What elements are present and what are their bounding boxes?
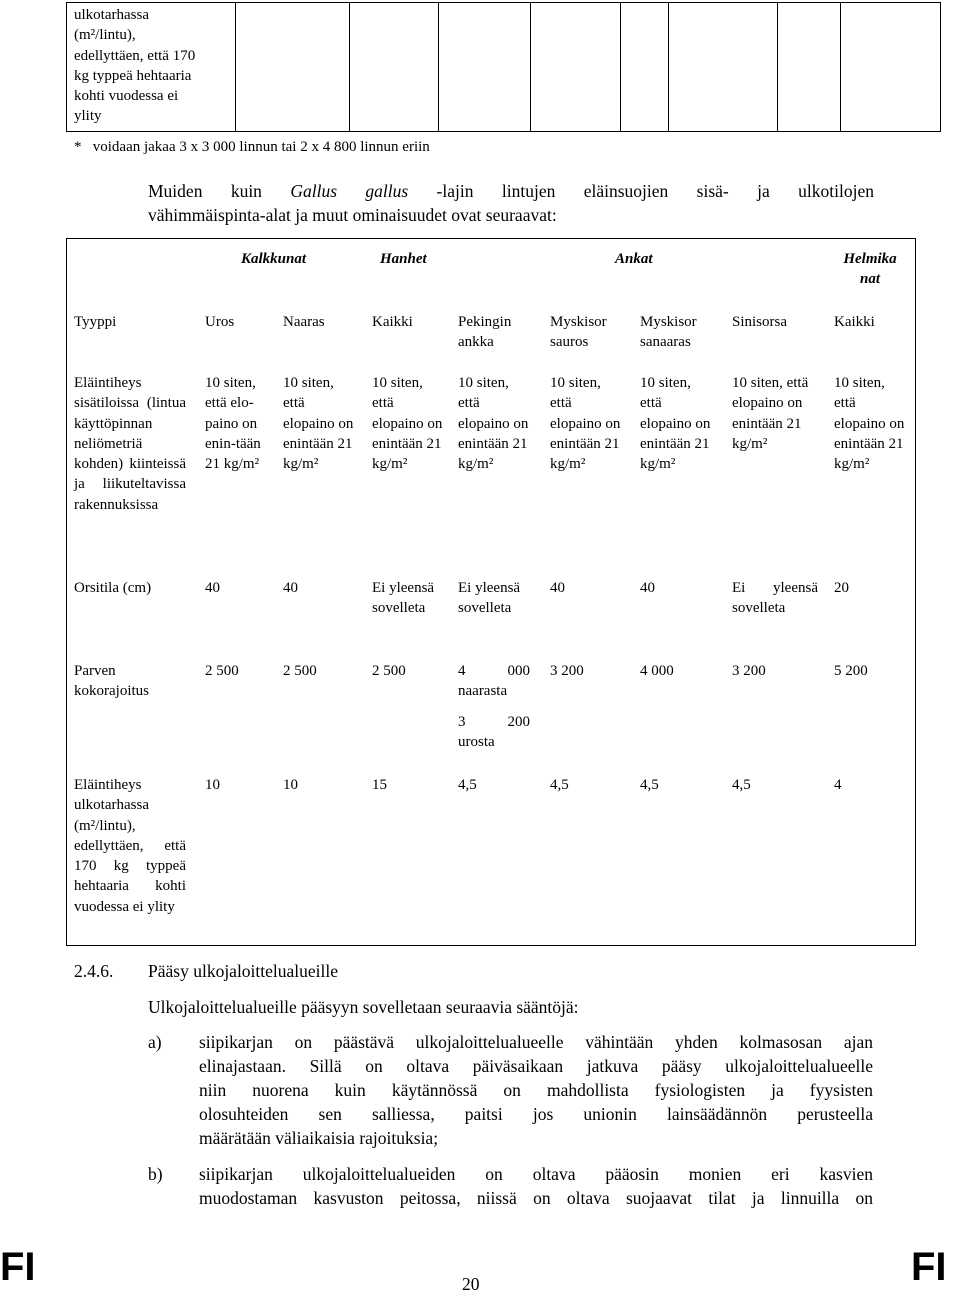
type-pekingin-ankka: Pekingin ankka <box>458 314 512 351</box>
type-myskisorsanaaras: Myskisor sanaaras <box>640 314 697 351</box>
flock-label: Parven kokorajoitus <box>74 663 149 700</box>
outdoor-label: Eläintiheys ulkotarhassa (m²/lintu), edellyttäen, että 170 kg typpeä hehtaaria kohti vuodessa ei ylity <box>74 777 186 915</box>
item-b-text: siipikarjan ulkojaloittelualueiden on oltava pääosin monien eri kasvien muodostaman kasvuston peitossa, niissä on oltava suojaavat tilat ja linnuilla on <box>199 1164 873 1208</box>
flock-kaikki: 2 500 <box>372 663 406 679</box>
density-pekingin: 10 siten, että elopaino on enintään 21 kg/m² <box>458 375 529 473</box>
density-myskisorsauros: 10 siten, että elopaino on enintään 21 kg/m² <box>550 375 621 473</box>
type-tyyppi: Tyyppi <box>74 314 117 330</box>
flock-sinisorsa: 3 200 <box>732 663 766 679</box>
density-sinisorsa: 10 siten, että elopaino on enintään 21 kg/m² <box>732 375 809 452</box>
type-myskisorsauros: Myskisor sauros <box>550 314 607 351</box>
type-sinisorsa: Sinisorsa <box>732 314 788 330</box>
flock-pekingin: 4 000 naarasta <box>458 663 530 700</box>
page-number: 20 <box>462 1274 480 1294</box>
footer-lang-right: FI <box>911 1245 947 1289</box>
perch-label: Orsitila (cm) <box>74 580 152 596</box>
footnote: * voidaan jakaa 3 x 3 000 linnun tai 2 x 4 800 linnun eriin <box>74 139 430 155</box>
density-helmikanat: 10 siten, että elopaino on enintään 21 kg/m² <box>834 375 905 473</box>
type-uros: Uros <box>205 314 235 330</box>
type-kaikki: Kaikki <box>372 314 413 330</box>
outdoor-sinisorsa: 4,5 <box>732 777 751 793</box>
density-myskisorsanaaras: 10 siten, että elopaino on enintään 21 kg/m² <box>640 375 711 473</box>
outdoor-myskisorsauros: 4,5 <box>550 777 569 793</box>
flock-helmikanat: 5 200 <box>834 663 868 679</box>
perch-myskisorsauros: 40 <box>550 580 565 596</box>
footer-lang-left: FI <box>0 1245 36 1289</box>
flock-pekingin-urosta: 3 200 urosta <box>458 714 530 751</box>
perch-myskisorsanaaras: 40 <box>640 580 655 596</box>
outdoor-helmikanat: 4 <box>834 777 842 793</box>
group-kalkkunat: Kalkkunat <box>241 251 307 267</box>
item-b-marker: b) <box>148 1164 163 1184</box>
flock-uros: 2 500 <box>205 663 239 679</box>
group-hanhet: Hanhet <box>380 251 427 267</box>
perch-uros: 40 <box>205 580 220 596</box>
outdoor-naaras: 10 <box>283 777 298 793</box>
flock-myskisorsanaaras: 4 000 <box>640 663 674 679</box>
item-a-marker: a) <box>148 1032 162 1052</box>
outdoor-uros: 10 <box>205 777 220 793</box>
section-title: Pääsy ulkojaloittelualueille <box>148 961 339 981</box>
density-uros: 10 siten, että elo-paino on enin-tään 21 kg/m² <box>205 375 261 473</box>
flock-myskisorsauros: 3 200 <box>550 663 584 679</box>
density-naaras: 10 siten, että elopaino on enintään 21 kg/m² <box>283 375 354 473</box>
density-label: Eläintiheys sisätiloissa (lintua käyttöpinnan neliömetriä kohden) kiinteissä ja liikuteltavissa rakennuksissa <box>74 375 186 513</box>
perch-pekingin: Ei yleensä sovelleta <box>458 580 521 617</box>
perch-helmikanat: 20 <box>834 580 849 596</box>
outdoor-myskisorsanaaras: 4,5 <box>640 777 659 793</box>
flock-naaras: 2 500 <box>283 663 317 679</box>
type-kaikki-helmikanat: Kaikki <box>834 314 875 330</box>
section-intro: Ulkojaloittelualueille pääsyyn sovelletaan seuraavia sääntöjä: <box>148 997 579 1017</box>
item-a-text: siipikarjan on päästävä ulkojaloittelualueelle vähintään yhden kolmasosan ajan elinajastaan. Sillä on oltava päiväsaikaan jatkuva pääsy ulkojaloittelualueelle niin nuorena kuin käytännössä on mahdollista fysiologisten ja fyysisten olosuhteiden sen salliessa, paitsi jos unionin lainsäädännön perusteella määrätään väliaikaisia rajoituksia; <box>199 1032 873 1148</box>
perch-sinisorsa: Ei yleensä sovelleta <box>732 580 818 617</box>
outdoor-pekingin: 4,5 <box>458 777 477 793</box>
top-table-text: ulkotarhassa (m²/lintu), edellyttäen, että 170 kg typpeä hehtaaria kohti vuodessa ei ylity <box>74 7 196 125</box>
density-kaikki: 10 siten, että elopaino on enintään 21 kg/m² <box>372 375 443 473</box>
type-naaras: Naaras <box>283 314 325 330</box>
section-number: 2.4.6. <box>74 961 114 981</box>
group-helmikanat: Helmika nat <box>843 251 897 288</box>
intro-paragraph: Muiden kuin Gallus gallus -lajin lintujen eläinsuojien sisä- ja ulkotilojen vähimmäispinta-alat ja muut ominaisuudet ovat seuraavat: <box>148 181 874 225</box>
group-ankat: Ankat <box>615 251 653 267</box>
outdoor-kaikki: 15 <box>372 777 387 793</box>
perch-kaikki: Ei yleensä sovelleta <box>372 580 435 617</box>
perch-naaras: 40 <box>283 580 298 596</box>
